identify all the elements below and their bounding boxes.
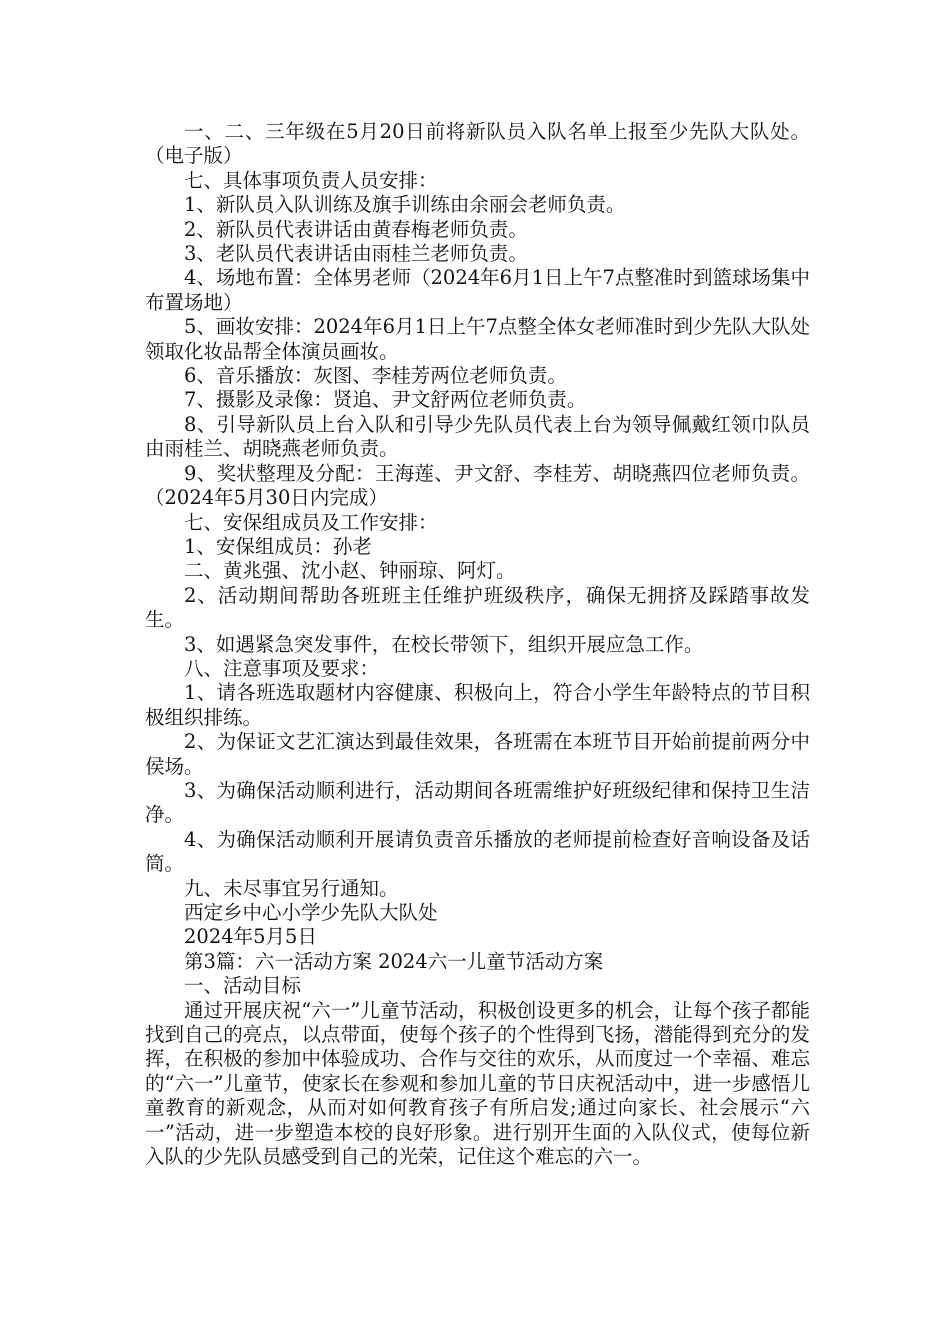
paragraph: 通过开展庆祝“六一”儿童节活动，积极创设更多的机会，让每个孩子都能找到自己的亮点，以点带面，使每个孩子的个性得到飞扬，潜能得到充分的发挥，在积极的参加中体验成功、合作与交往的欢乐，从而度过一个幸福、难忘的“六一”儿童节，使家长在参观和参加儿童的节日庆祝活动中，进一步感悟儿童教育的新观念，从而对如何教育孩子有所启发;通过向家长、社会展示“六一”活动，进一步塑造本校的良好形象。进行别开生面的入队仪式，使每位新入队的少先队员感受到自己的光荣，记住这个难忘的六一。 [145, 998, 810, 1169]
section-heading: 七、安保组成员及工作安排： [184, 510, 438, 534]
paragraph: 7、摄影及录像：贤追、尹文舒两位老师负责。 [184, 388, 587, 412]
paragraph: 2、新队员代表讲话由黄春梅老师负责。 [184, 217, 528, 241]
paragraph: 3、为确保活动顺利进行，活动期间各班需维护好班级纪律和保持卫生洁净。 [145, 778, 810, 827]
paragraph: 一、二、三年级在5月20日前将新队员入队名单上报至少先队大队处。（电子版） [145, 120, 810, 168]
signature-date: 2024年5月5日 [184, 925, 317, 949]
paragraph: 4、场地布置：全体男老师（2024年6月1日上午7点整准时到篮球场集中布置场地） [145, 266, 810, 314]
paragraph: 1、请各班选取题材内容健康、积极向上，符合小学生年龄特点的节目积极组织排练。 [145, 681, 810, 729]
paragraph: 2、为保证文艺汇演达到最佳效果，各班需在本班节目开始前提前两分中侯场。 [145, 730, 810, 778]
paragraph: 9、奖状整理及分配：王海莲、尹文舒、李桂芳、胡晓燕四位老师负责。（2024年5月30日内完成） [145, 461, 810, 510]
paragraph: 6、音乐播放：灰图、李桂芳两位老师负责。 [184, 364, 567, 388]
paragraph: 七、具体事项负责人员安排： [184, 168, 438, 192]
paragraph: 1、安保组成员：孙老 [184, 534, 372, 558]
paragraph: 2、活动期间帮助各班班主任维护班级秩序，确保无拥挤及踩踏事故发生。 [145, 583, 810, 632]
paragraph: 3、老队员代表讲话由雨桂兰老师负责。 [184, 242, 528, 266]
paragraph: 3、如遇紧急突发事件，在校长带领下，组织开展应急工作。 [184, 632, 704, 656]
section-heading: 一、活动目标 [184, 974, 302, 998]
signature-organization: 西定乡中心小学少先队大队处 [184, 901, 438, 924]
paragraph: 九、未尽事宜另行通知。 [184, 876, 399, 900]
document-body [145, 120, 810, 1169]
paragraph: 4、为确保活动顺利开展请负责音乐播放的老师提前检查好音响设备及话筒。 [145, 827, 810, 876]
paragraph: 5、画妆安排：2024年6月1日上午7点整全体女老师准时到少先队大队处领取化妆品帮全体演员画妆。 [145, 315, 810, 363]
section-heading: 八、注意事项及要求： [184, 656, 380, 680]
article-title: 第3篇：六一活动方案 2024六一儿童节活动方案 [184, 949, 604, 973]
paragraph: 1、新队员入队训练及旗手训练由余丽会老师负责。 [184, 193, 626, 217]
paragraph: 二、黄兆强、沈小赵、钟丽琼、阿灯。 [184, 559, 516, 583]
paragraph: 8、引导新队员上台入队和引导少先队员代表上台为领导佩戴红领巾队员由雨桂兰、胡晓燕老师负责。 [145, 412, 810, 461]
